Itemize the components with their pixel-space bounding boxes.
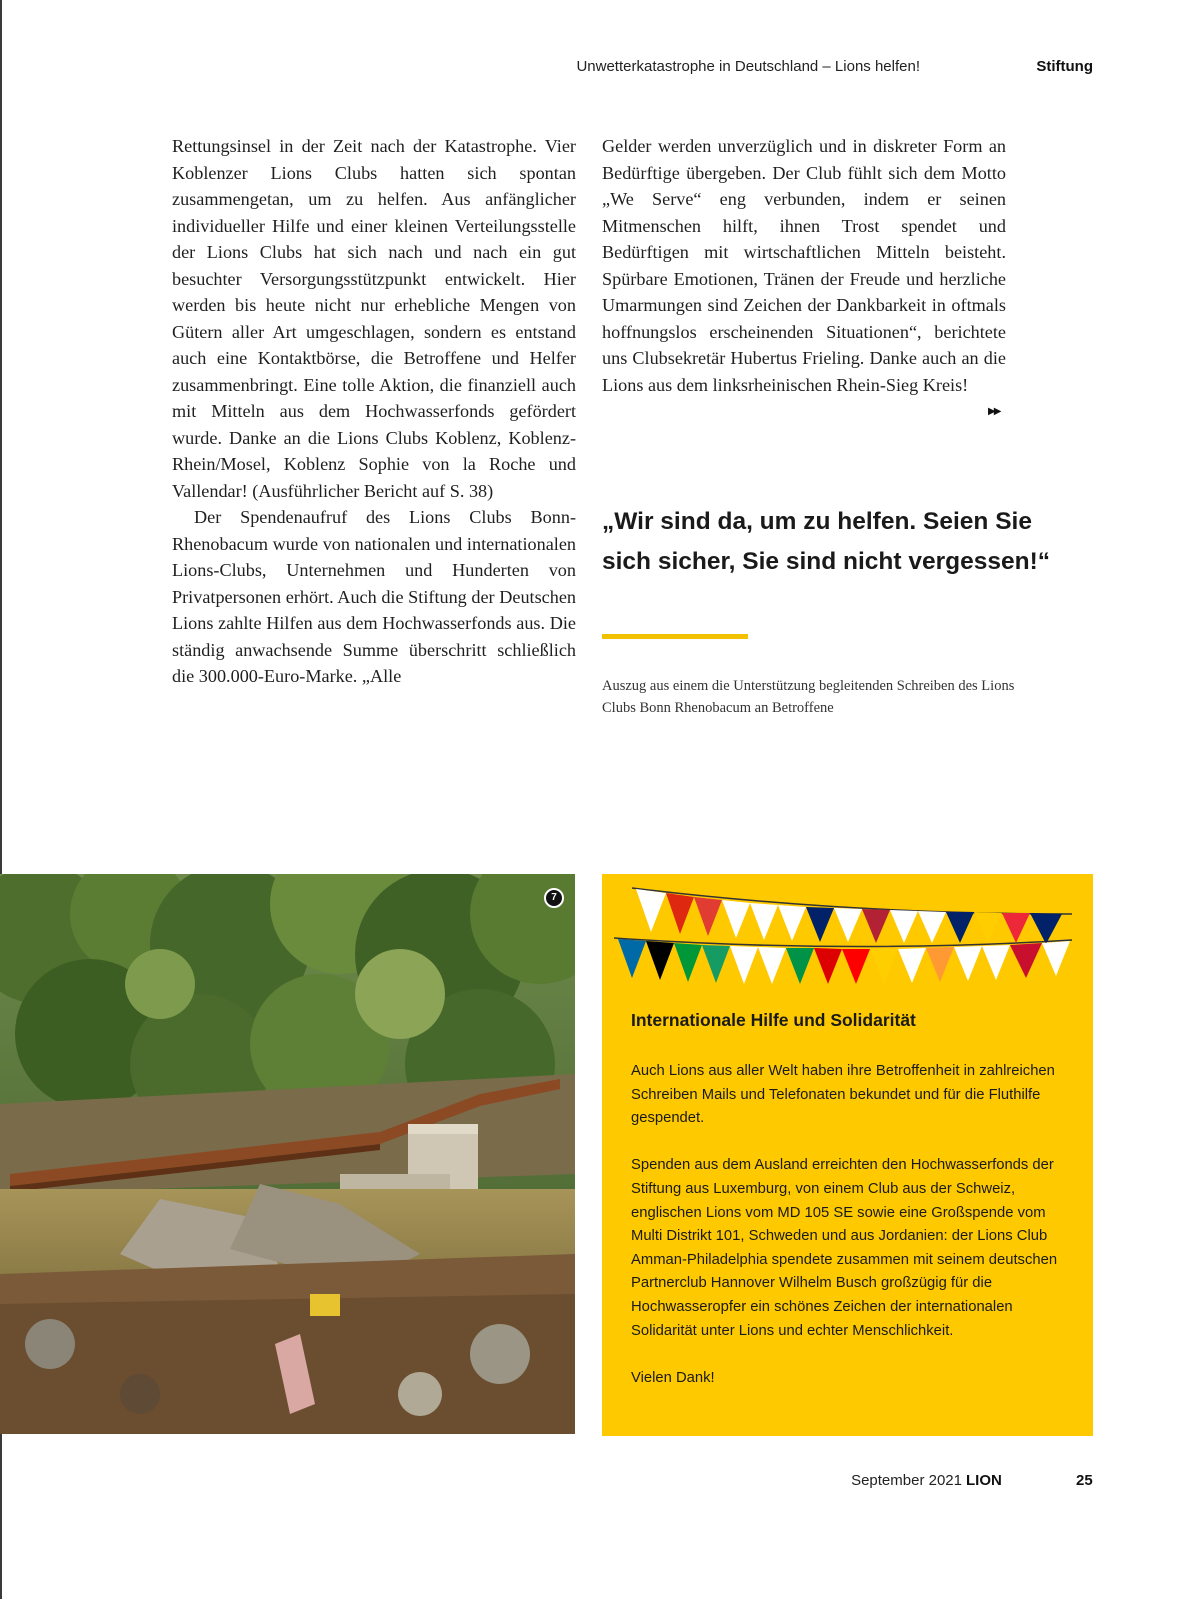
footer-date: September 2021 [851, 1472, 962, 1489]
footer-magazine: LION [966, 1472, 1002, 1489]
continue-arrow-icon: ▶▶ [988, 406, 1000, 417]
page-number: 25 [1076, 1472, 1093, 1489]
article-column-right [602, 133, 1006, 398]
article-paragraph: Gelder werden unverzüglich und in diskreter Form an Bedürftige übergeben. Der Club fühlt sich dem Motto „We Serve“ eng verbunden, indem er seinen Mitmenschen hilft, ihnen Trost spendet und Bedürftigen mit wirtschaftlichen Mitteln beisteht. Spürbare Emotionen, Tränen der Freude und herzliche Umarmungen sind Zeichen der Dankbarkeit in oftmals hoffnungslos erscheinenden Situationen“, berichtete uns Clubsekretär Hubertus Frieling. Danke auch an die Lions aus dem linksrheinischen Rhein-Sieg Kreis! [602, 136, 1006, 395]
info-box-title: Internationale Hilfe und Solidarität [631, 1010, 916, 1030]
article-column-left [172, 133, 576, 690]
header-subtitle: Unwetterkatastrophe in Deutschland – Lions helfen! [576, 58, 920, 75]
running-header [0, 58, 1093, 80]
photo-number-badge: 7 [544, 888, 564, 908]
quote-caption: Auszug aus einem die Unterstützung begleitenden Schreiben des Lions Clubs Bonn Rhenobacum an Betroffene [602, 678, 1015, 716]
info-box-paragraph: Auch Lions aus aller Welt haben ihre Betroffenheit in zahlreichen Schreiben Mails und Telefonaten bekundet und für die Fluthilfe gespendet. [631, 1063, 1055, 1127]
flag-bunting-illustration [602, 874, 1093, 994]
article-paragraph: Der Spendenaufruf des Lions Clubs Bonn-Rhenobacum wurde von nationalen und internationalen Lions-Clubs, Unternehmen und Hunderten von Privatpersonen erhört. Auch die Stiftung der Deutschen Lions zahlte Hilfen aus dem Hochwasserfonds aus. Die ständig anwachsende Summe überschritt schließlich die 300.000-Euro-Marke. „Alle [172, 507, 576, 686]
quote-accent-bar [602, 634, 748, 639]
info-box-paragraph: Spenden aus dem Ausland erreichten den Hochwasserfonds der Stiftung aus Luxemburg, von einem Club aus der Schweiz, englischen Lions vom MD 105 SE sowie eine Großspende vom Multi Distrikt 101, Schweden und aus Jordanien: der Lions Club Amman-Philadelphia spendete zusammen mit seinem deutschen Partnerclub Hannover Wilhelm Busch großzügig für die Hochwasseropfer ein schönes Zeichen der internationalen Solidarität unter Lions und echter Menschlichkeit. [631, 1157, 1058, 1339]
header-section: Stiftung [1036, 58, 1093, 75]
info-box [602, 874, 1093, 1436]
flood-damage-photo [0, 874, 575, 1434]
info-box-body [631, 1060, 1061, 1414]
article-paragraph: Rettungsinsel in der Zeit nach der Katastrophe. Vier Koblenzer Lions Clubs hatten sich spontan zusammengetan, um zu helfen. Aus anfänglicher individueller Hilfe und einer kleinen Verteilungsstelle der Lions Clubs hat sich nach und nach ein gut besuchter Versorgungsstützpunkt entwickelt. Hier werden bis heute nicht nur erhebliche Mengen von Gütern aller Art umgeschlagen, sondern es entstand auch eine Kontaktbörse, die Betroffene und Helfer zusammenbringt. Eine tolle Aktion, die finanziell auch mit Mitteln aus dem Hochwasserfonds gefördert wurde. Danke an die Lions Clubs Koblenz, Koblenz-Rhein/Mosel, Koblenz Sophie von la Roche und Vallendar! (Ausführlicher Bericht auf S. 38) [172, 136, 576, 501]
pull-quote: „Wir sind da, um zu helfen. Seien Sie sich sicher, Sie sind nicht vergessen!“ [602, 508, 1050, 575]
info-box-paragraph: Vielen Dank! [631, 1369, 715, 1386]
flood-photo-illustration [0, 874, 575, 1434]
